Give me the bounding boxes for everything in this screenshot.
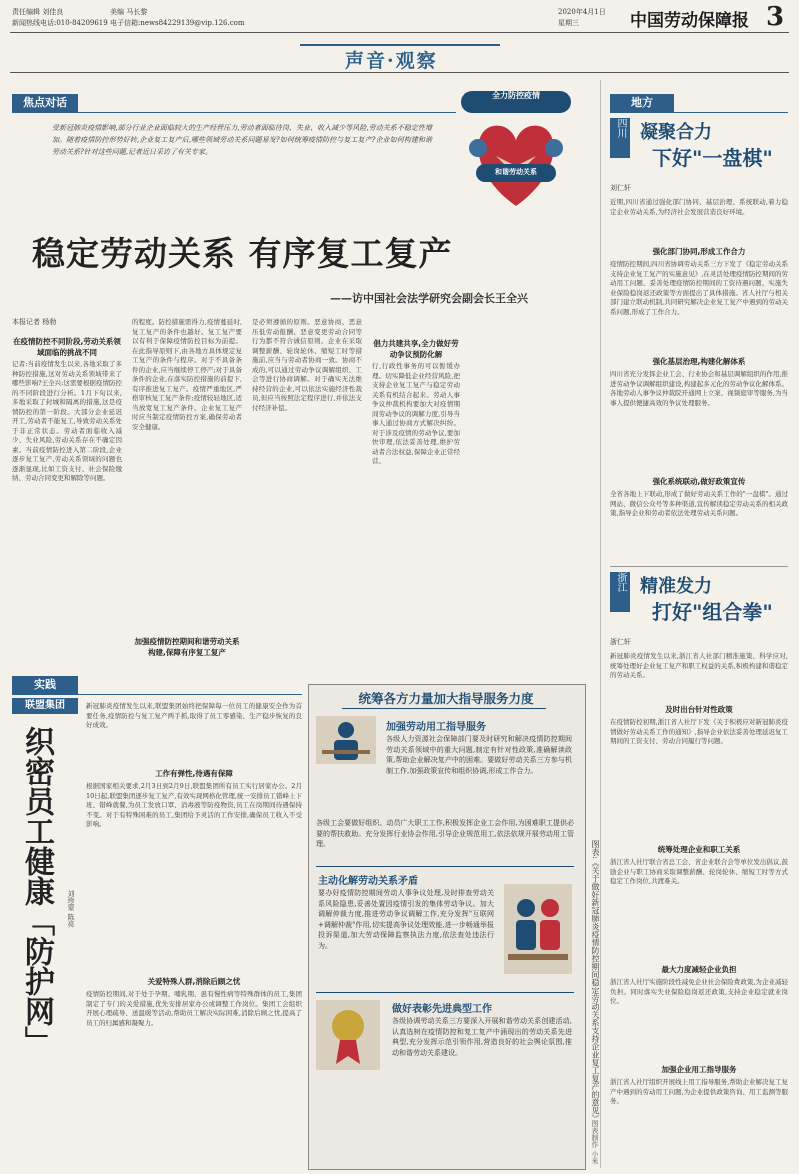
practice-body2: 疫情防控期间,对于处于孕期、哺乳期、患有慢性病等特殊群体的员工,集团制定了专门的关爱措施,优先安排居家办公或调整工作岗位。集团工会组织开展心理疏导、送温暖等活动,帮助员工解决实际困难,消除后顾之忧,提高了员工的归属感和凝聚力。 (86, 990, 302, 1027)
practice-body1: 根据国家相关要求,2月3日到2月9日,联盟集团所有员工实行居家办公。2月10日起,联盟集团逐步复工复产,有效实现网格化管理,统一安排员工错峰上下班、错峰就餐,为员工发放口罩、消毒液等防疫物资,员工在岗期间待遇保持不变。对于有特殊困难的员工,集团给予灵活的工作安排,确保员工收入不受影响。 (86, 782, 302, 828)
section3-text: 各级协调劳动关系三方要深入开展和谐劳动关系创建活动,认真选树在疫情防控和复工复产中涌现出的劳动关系先进典型,充分发挥示范引领作用,营造良好的社会舆论氛围,推动和谐劳动关系建设。 (392, 1017, 572, 1057)
focus-col2: 的程度。防控措施需得力,疫情蔓延时,复工复产的条件也越好。复工复产要以有利于保障疫情防控目标为前提。在此指导原则下,由各地方具体规定复工复产的条件与程序。对于不具备条件的企业,应当继续停工停产;对于具备条件的企业,在落实防控措施的前提下,有序推进复工复产。疫情严重地区,严格审核复工复产条件;疫情较轻地区,适当放宽复工复产条件。企业复工复产时应当制定疫情防控方案,确保劳动者安全健康。 (132, 318, 242, 431)
zhejiang-heading1: 及时出台针对性政策 (665, 705, 733, 714)
section1-text2: 各级工会要做好组织、动员广大职工工作,积极发挥企业工会作用,为困难职工提供必要的帮扶救助。充分发挥行业协会作用,引导企业规范用工,依法依规开展劳动用工管理。 (316, 819, 574, 848)
section3-illustration (316, 1000, 380, 1070)
section2-illustration (504, 884, 572, 974)
award-icon (316, 1000, 380, 1070)
practice-heading2: 关爱特殊人群,消除后顾之忧 (147, 977, 241, 986)
section-rule (10, 72, 789, 73)
zhejiang-body3: 浙江省人社厅实施阶段性减免企业社会保险费政策,为企业减轻负担。同时落实失业保险稳岗返还政策,支持企业稳定就业岗位。 (610, 978, 788, 1005)
section1-illustration (316, 716, 376, 764)
focus-col4: 行,行政性事务的可以暂缓办理。切实降低企业经营风险,把支持企业复工复产与稳定劳动关系有机结合起来。劳动人事争议仲裁机构要加大对疫情期间劳动争议的调解力度,引导当事人通过协商方式解决纠纷。对于涉及疫情的劳动争议,要加快审理,依法妥善处理,维护劳动者合法权益,保障企业正常经营。 (372, 362, 460, 465)
zhejiang-heading3: 最大力度减轻企业负担 (661, 965, 737, 974)
focus-tag-rule (12, 112, 460, 113)
practice-tag-rule (12, 694, 302, 695)
zhejiang-heading2: 统筹处理企业和职工关系 (657, 845, 741, 854)
region-tag-rule (610, 112, 788, 113)
center-side-caption: 图表:《关于做好新冠肺炎疫情防控期间稳定劳动关系支持企业复工复产的意见》 (591, 840, 600, 1123)
sichuan-province (610, 118, 630, 158)
sichuan-title2: 下好"一盘棋" (652, 146, 773, 170)
center-title-rule (342, 708, 546, 709)
sichuan-title1: 凝聚合力 (640, 122, 712, 143)
worker-icon (316, 716, 376, 764)
section2-text: 要办好疫情防控期间劳动人事争议处理,及时排查劳动关系风险隐患,妥善处置因疫情引发的集体劳动争议。加大调解仲裁力度,推进劳动争议调解工作,充分发挥"互联网+调解仲裁"作用,切实提高争议处理效能,进一步畅通举报投诉渠道,加大劳动保障监察执法力度,依法查处违法行为。 (318, 889, 494, 950)
practice-company: 联盟集团 (12, 698, 78, 714)
section1-title: 加强劳动用工指导服务 (386, 722, 486, 733)
section3-rule (316, 992, 574, 993)
focus-intro: 受新冠肺炎疫情影响,部分行业企业面临较大的生产经营压力,劳动者面临待岗、失业、收入减少等风险,劳动关系不稳定性增加。随着疫情防控形势好转,企业复工复产后,哪些领域劳动关系问题易发?如何统筹疫情防控与复工复产?企业如何构建和谐劳动关系?针对这些问题,记者近日采访了有关专家。 (52, 124, 432, 156)
focus-headline: 稳定劳动关系 有序复工复产 (32, 234, 453, 273)
focus-byline: 本报记者 杨勃 (12, 318, 57, 326)
sichuan-body2: 四川省充分发挥企业工会、行业协会和基层调解组织的作用,推进劳动争议调解组织建设,构建起多元化的劳动争议化解体系。各地劳动人事争议仲裁院开通网上立案、视频庭审等服务,为当事人提供便捷高效的争议处理服务。 (610, 370, 788, 407)
email-right: 电子信箱:news84229139@vip.126.com (110, 19, 245, 27)
section2-rule (316, 866, 574, 867)
sichuan-author: 刘仁轩 (610, 184, 631, 192)
center-credit: 图表制作 小米 (591, 1120, 599, 1165)
header-rule (10, 32, 789, 33)
paper-name: 中国劳动保障报 (630, 11, 749, 31)
zhejiang-heading4: 加强企业用工指导服务 (661, 1065, 737, 1074)
issue-date: 2020年4月1日 (558, 8, 606, 16)
zhejiang-rule (610, 566, 788, 567)
column-divider (600, 80, 601, 1168)
focus-tag: 焦点对话 (12, 94, 78, 112)
focus-col1: 记者:当前疫情发生以来,各地采取了多种防控措施,这对劳动关系领域带来了哪些影响?王全兴:这需要根据疫情防控的不同阶段进行分析。1月下旬以来,多地采取了封城和隔离的措施,这是疫情防控的第一阶段。大部分企业延迟开工,劳动者不能复工,导致劳动关系处于非正常状态。劳动者面临收入减少、失业风险,劳动关系存在不确定因素。当前疫情防控进入第二阶段,企业逐步复工复产,劳动关系领域的问题也逐渐显现,比如工资支付、社会保险缴纳、劳动合同变更和解除等问题。 (12, 360, 122, 482)
phone-left: 新闻热线电话:010-84209619 (12, 19, 108, 27)
issue-weekday: 星期三 (558, 19, 579, 27)
sichuan-heading2: 强化基层治理,构建化解体系 (652, 357, 746, 366)
section1-text: 各级人力资源社会保障部门要及时研究和解决疫情防控期间劳动关系领域中的重大问题,制定有针对性政策,准确解读政策,帮助企业解决复产中的困难。要做好劳动关系三方参与机制工作,加强政策宣传和组织协调,形成工作合力。 (386, 735, 572, 775)
zhejiang-title2: 打好"组合拳" (652, 600, 773, 624)
sichuan-body1: 疫情防控期间,四川省协调劳动关系三方下发了《稳定劳动关系支持企业复工复产的实施意见》,在灵活处理疫情防控期间的劳动用工问题、妥善处理疫情防控期间的工资待遇问题、实施失业保险稳岗返还政策等方面提出了具体措施。省人社厅与相关部门建立联动机制,共同研究解决企业复工复产中遇到的劳动关系问题,形成了工作合力。 (610, 260, 788, 316)
practice-authors: 刘珍蒙 陈亮 (67, 890, 75, 928)
practice-intro: 新冠肺炎疫情发生以来,联盟集团始终把保障每一位员工的健康安全作为首要任务,疫情防控与复工复产两手抓,取得了员工零感染、生产稳步恢复的良好成效。 (86, 702, 302, 729)
focus-illustration (456, 86, 576, 216)
zhejiang-province (610, 572, 630, 612)
sichuan-body3: 全省各地上下联动,形成了做好劳动关系工作的"一盘棋"。通过网站、微信公众号等多种渠道,宣传解读稳定劳动关系的相关政策,指导企业和劳动者依法处理劳动关系问题。 (610, 490, 788, 517)
handshake-heart-icon (456, 86, 576, 216)
sichuan-intro: 近期,四川省通过强化部门协同、基层治理、系统联动,着力稳定企业劳动关系,为经济社会发展营造良好环境。 (610, 198, 788, 216)
sichuan-province-text: 四川 (615, 118, 626, 138)
focus-col3: 是必须遵循的原则。恶意协商、恶意压低劳动报酬、恶意变更劳动合同等行为都不符合诚信原则。企业在采取调整薪酬、轮岗轮休、缩短工时等措施前,应当与劳动者协商一致。协商不成的,可以通过劳动争议调解组织、工会等进行协商调解。对于确实无法维持经营的企业,可以依法实施经济性裁员,但应当按照法定程序进行,并依法支付经济补偿。 (252, 318, 362, 412)
zhejiang-body2: 浙江省人社厅联合省总工会、省企业联合会等单位发出倡议,鼓励企业与职工协商采取调整薪酬、轮岗轮休、缩短工时等方式稳定工作岗位,共渡难关。 (610, 858, 788, 885)
editor-right: 美编 马长黎 (110, 8, 148, 16)
focus-q2-heading: 加强疫情防控期间和谐劳动关系构建,保障有序复工复产 (134, 637, 240, 657)
zhejiang-province-text: 浙江 (615, 572, 626, 592)
image-caption-bottom: 和谐劳动关系 (495, 168, 537, 176)
zhejiang-intro: 新冠肺炎疫情发生以来,浙江省人社部门精准施策、科学应对,统筹处理好企业复工复产和职工权益的关系,积极构建和谐稳定的劳动关系。 (610, 652, 788, 679)
sichuan-heading3: 强化系统联动,做好政策宣传 (652, 477, 746, 486)
zhejiang-body4: 浙江省人社厅组织开展线上用工指导服务,帮助企业解决复工复产中遇到的劳动用工问题,为企业提供政策咨询、用工监测等服务。 (610, 1078, 788, 1105)
section3-title: 做好表彰先进典型工作 (392, 1004, 492, 1015)
consultation-icon (504, 884, 572, 974)
region-tag: 地方 (610, 94, 674, 112)
focus-subheadline: ——访中国社会法学研究会副会长王全兴 (330, 292, 528, 305)
focus-q3-heading: 倡力共建共享,全力做好劳动争议预防化解 (373, 339, 459, 359)
zhejiang-author: 浙仁轩 (610, 638, 631, 646)
image-caption-top: 全力防控疫情 (492, 91, 540, 100)
section2-title: 主动化解劳动关系矛盾 (318, 876, 418, 887)
editor-left: 责任编辑 刘佳良 (12, 8, 64, 16)
practice-title: 织密员工健康「防护网」 (19, 726, 54, 1056)
practice-tag: 实践 (12, 676, 78, 694)
practice-heading1: 工作有弹性,待遇有保障 (155, 769, 233, 778)
page-number: 3 (766, 2, 785, 32)
sichuan-heading1: 强化部门协同,形成工作合力 (652, 247, 746, 256)
zhejiang-body1: 在疫情防控初期,浙江省人社厅下发《关于积极应对新冠肺炎疫情做好劳动关系工作的通知》,指导企业依法妥善处理延迟复工期间的工资支付、劳动合同履行等问题。 (610, 718, 788, 745)
section-title: 声音·观察 (345, 50, 438, 72)
focus-q1-heading: 在疫情防控不同阶段,劳动关系领域面临的挑战不同 (13, 337, 121, 357)
zhejiang-title1: 精准发力 (640, 576, 712, 597)
center-box-title: 统筹各方力量加大指导服务力度 (358, 691, 534, 706)
